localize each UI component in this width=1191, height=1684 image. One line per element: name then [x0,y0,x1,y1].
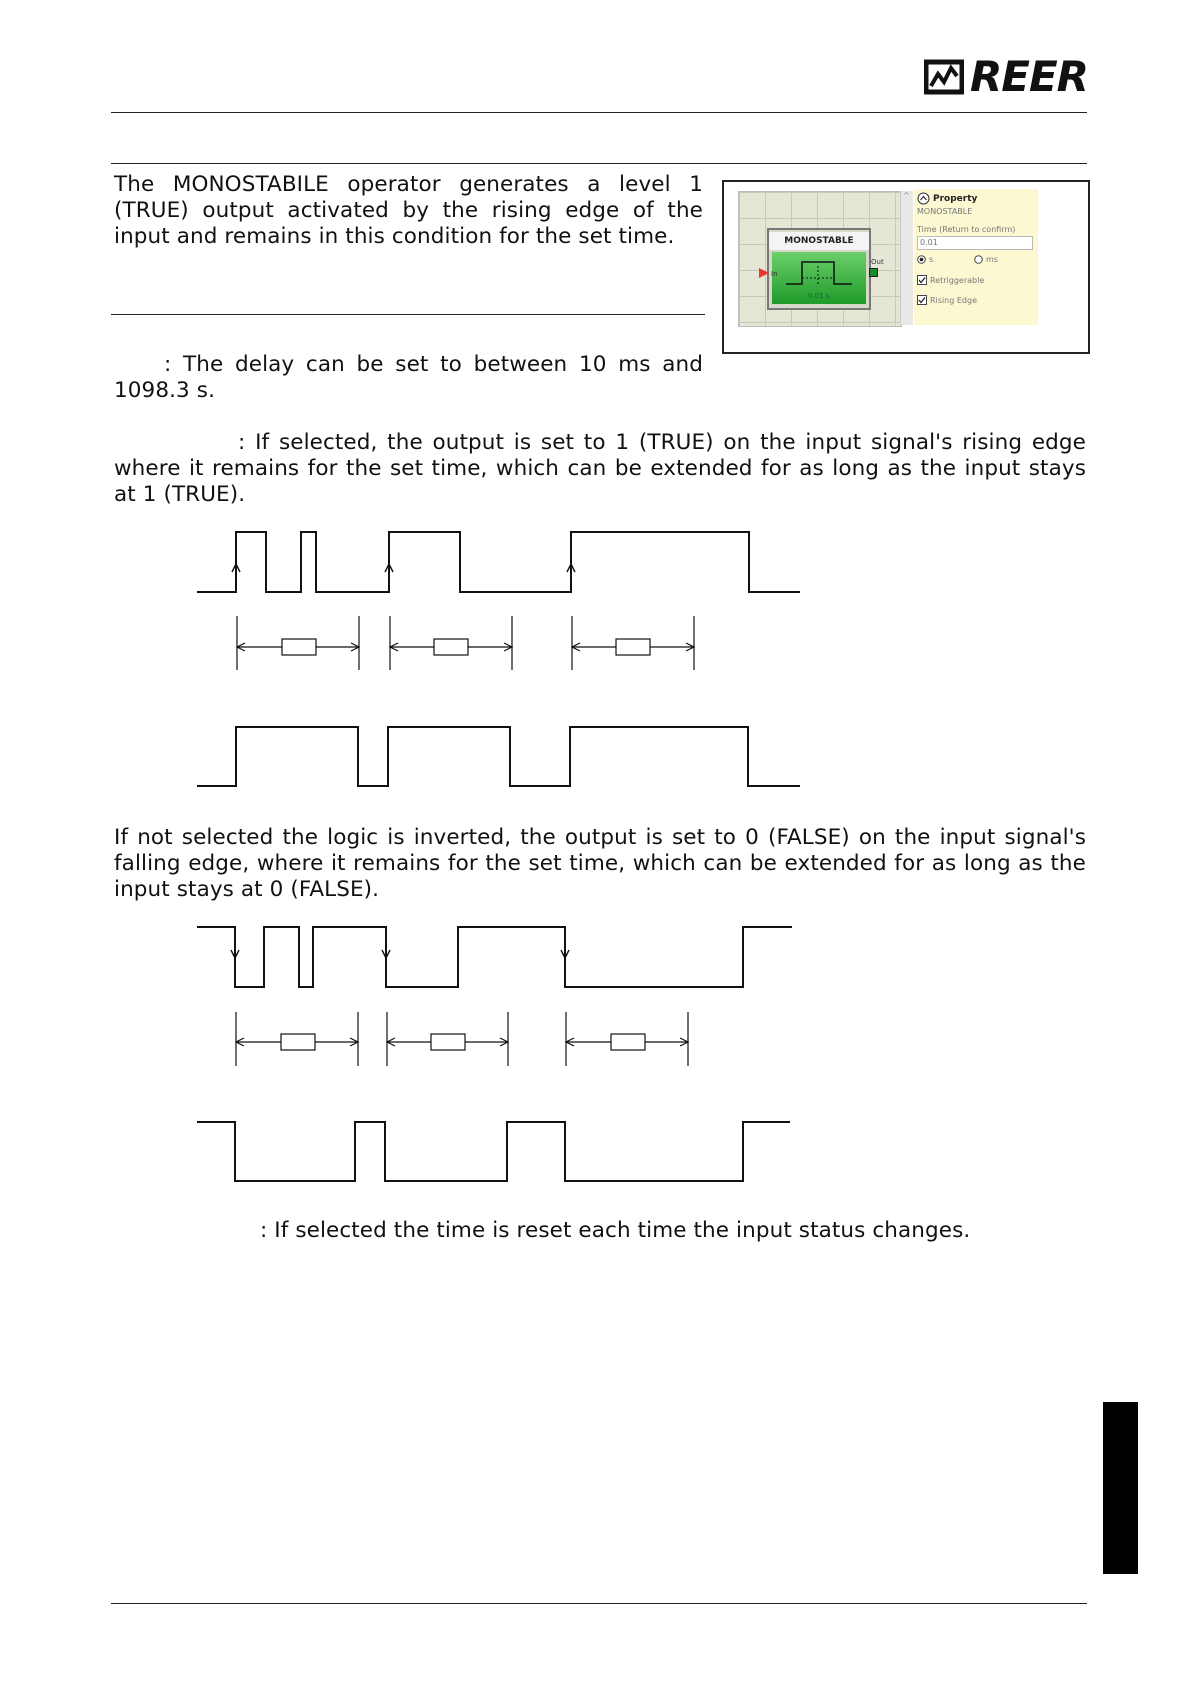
retriggerable-param-text [114,1218,1086,1244]
retriggerable-checkbox-icon[interactable] [917,275,927,285]
time-brackets [237,616,694,670]
retriggerable-desc: : If selected the time is reset each time the input status changes. [260,1218,971,1243]
input-waveform [197,532,800,592]
property-panel [914,189,1038,325]
rising-edge-timing-diagram [0,520,1191,800]
radio-s-icon[interactable] [917,255,926,264]
falling-edge-paragraph: If not selected the logic is inverted, the output is set to 0 (FALSE) on the input signal's falling edge, where it remains for the set time, which can be extended for as long as the input stays at 0 (FALSE). [114,825,1086,902]
output-waveform [197,727,800,786]
input-arrow-icon [759,268,769,278]
radio-ms-icon[interactable] [974,255,983,264]
section-rule [111,163,1087,164]
property-subtitle: MONOSTABLE [917,207,973,216]
rising-edge-checkbox-icon[interactable] [917,295,927,305]
block-title: MONOSTABLE [769,232,869,250]
property-title: Property [933,193,978,204]
pulse-icon [772,254,866,294]
time-param-text [114,352,703,404]
collapse-icon[interactable] [917,192,930,205]
software-screenshot [722,180,1090,354]
header-rule [111,112,1087,113]
time-input[interactable]: 0.01 [917,236,1033,250]
reer-logo [924,54,1088,100]
output-label: Out [871,258,884,266]
canvas-grid [738,191,902,327]
canvas-scrollbar[interactable] [900,191,913,325]
input-waveform [197,927,792,987]
footer-rule [111,1603,1087,1604]
rising-edge-checkbox-label: Rising Edge [930,295,977,305]
reer-mark-icon [924,58,964,96]
param-rule [111,314,705,315]
time-param-desc: : The delay can be set to between 10 ms and 1098.3 s. [114,352,703,403]
edge-arrows [232,564,575,572]
output-waveform [197,1122,790,1181]
time-brackets [236,1012,688,1066]
scroll-up-icon[interactable]: ^ [903,191,910,200]
edge-arrows [231,950,569,958]
rising-edge-desc: : If selected, the output is set to 1 (TRUE) on the input signal's rising edge where it remains for the set time, which can be extended for as long as the input stays at 1 (TRUE). [114,430,1086,507]
rising-edge-param-text [114,430,1086,508]
unit-s-label: s [929,255,934,264]
falling-edge-timing-diagram [0,915,1191,1195]
monostable-block [767,228,871,310]
logo-word: REER [969,52,1088,101]
language-side-tab [1103,1402,1138,1574]
time-label: Time (Return to confirm) [917,225,1016,234]
unit-ms-label: ms [986,255,998,264]
intro-paragraph: The MONOSTABILE operator generates a level 1 (TRUE) output activated by the rising edge of the input and remains in this condition for the set time. [114,172,703,249]
block-body [772,252,866,304]
input-label: In [771,270,778,278]
output-pin [869,268,878,277]
retriggerable-checkbox-label: Retriggerable [930,275,985,285]
block-time: 0.01 s [808,292,830,300]
